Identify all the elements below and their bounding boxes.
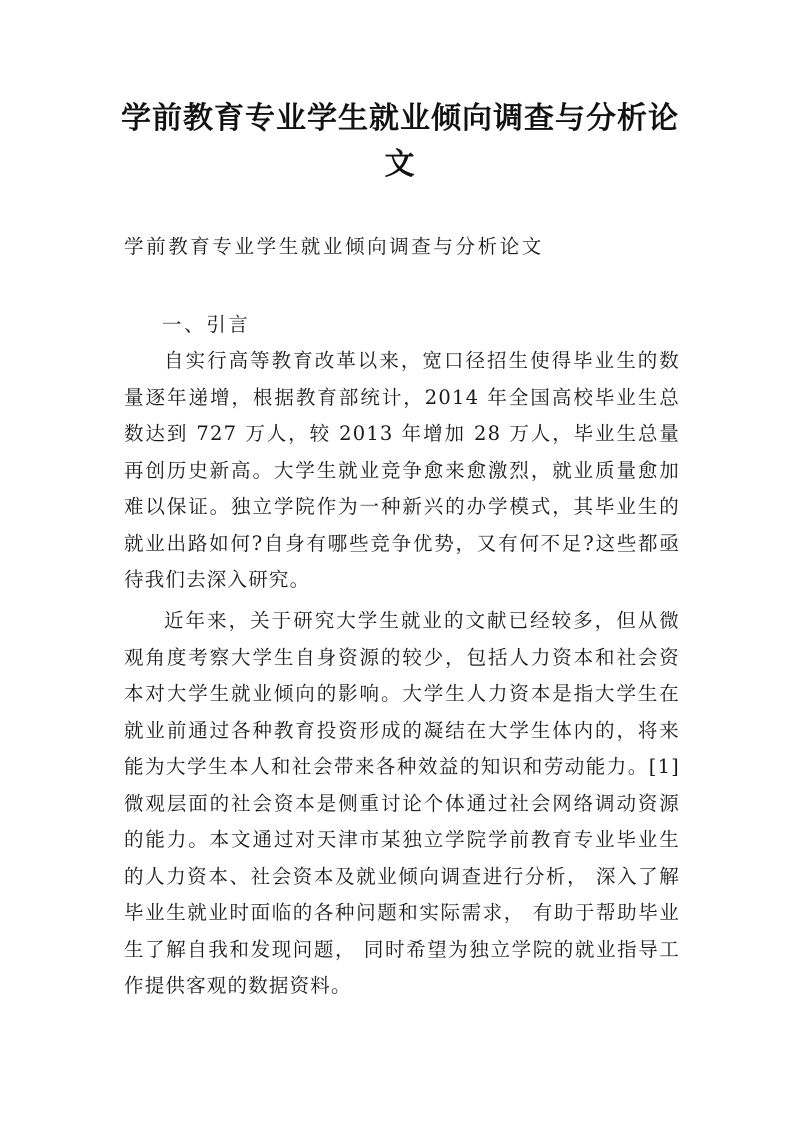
body-paragraph: 自实行高等教育改革以来，宽口径招生使得毕业生的数量逐年递增，根据教育部统计，2014 年全国高校毕业生总数达到 727 万人，较 2013 年增加 28 万人，毕业生总量再创历史新高。大学生就业竞争愈来愈激烈，就业质量愈加难以保证。独立学院作为一种新兴的办学模式，其毕业生的就业出路如何?自身有哪些竞争优势，又有何不足?这些都亟待我们去深入研究。 bbox=[124, 349, 680, 591]
section-heading-introduction: 一、引言 bbox=[162, 313, 251, 336]
page-title: 学前教育专业学生就业倾向调查与分析论文 bbox=[121, 101, 679, 182]
document-subtitle: 学前教育专业学生就业倾向调查与分析论文 bbox=[124, 235, 544, 258]
body-paragraph: 近年来，关于研究大学生就业的文献已经较多，但从微观角度考察大学生自身资源的较少，包括人力资本和社会资本对大学生就业倾向的影响。大学生人力资本是指大学生在就业前通过各种教育投资形成的凝结在大学生体内的，将来能为大学生本人和社会带来各种效益的知识和劳动能力。[1] 微观层面的社会资本是侧重讨论个体通过社会网络调动资源的能力。本文通过对天津市某独立学院学前教育专业毕业生的人力资本、社会资本及就业倾向调查进行分析， 深入了解毕业生就业时面临的各种问题和实际需求， 有助于帮助毕业生了解自我和发现问题， 同时希望为独立学院的就业指导工作提供客观的数据资料。 bbox=[124, 609, 680, 997]
